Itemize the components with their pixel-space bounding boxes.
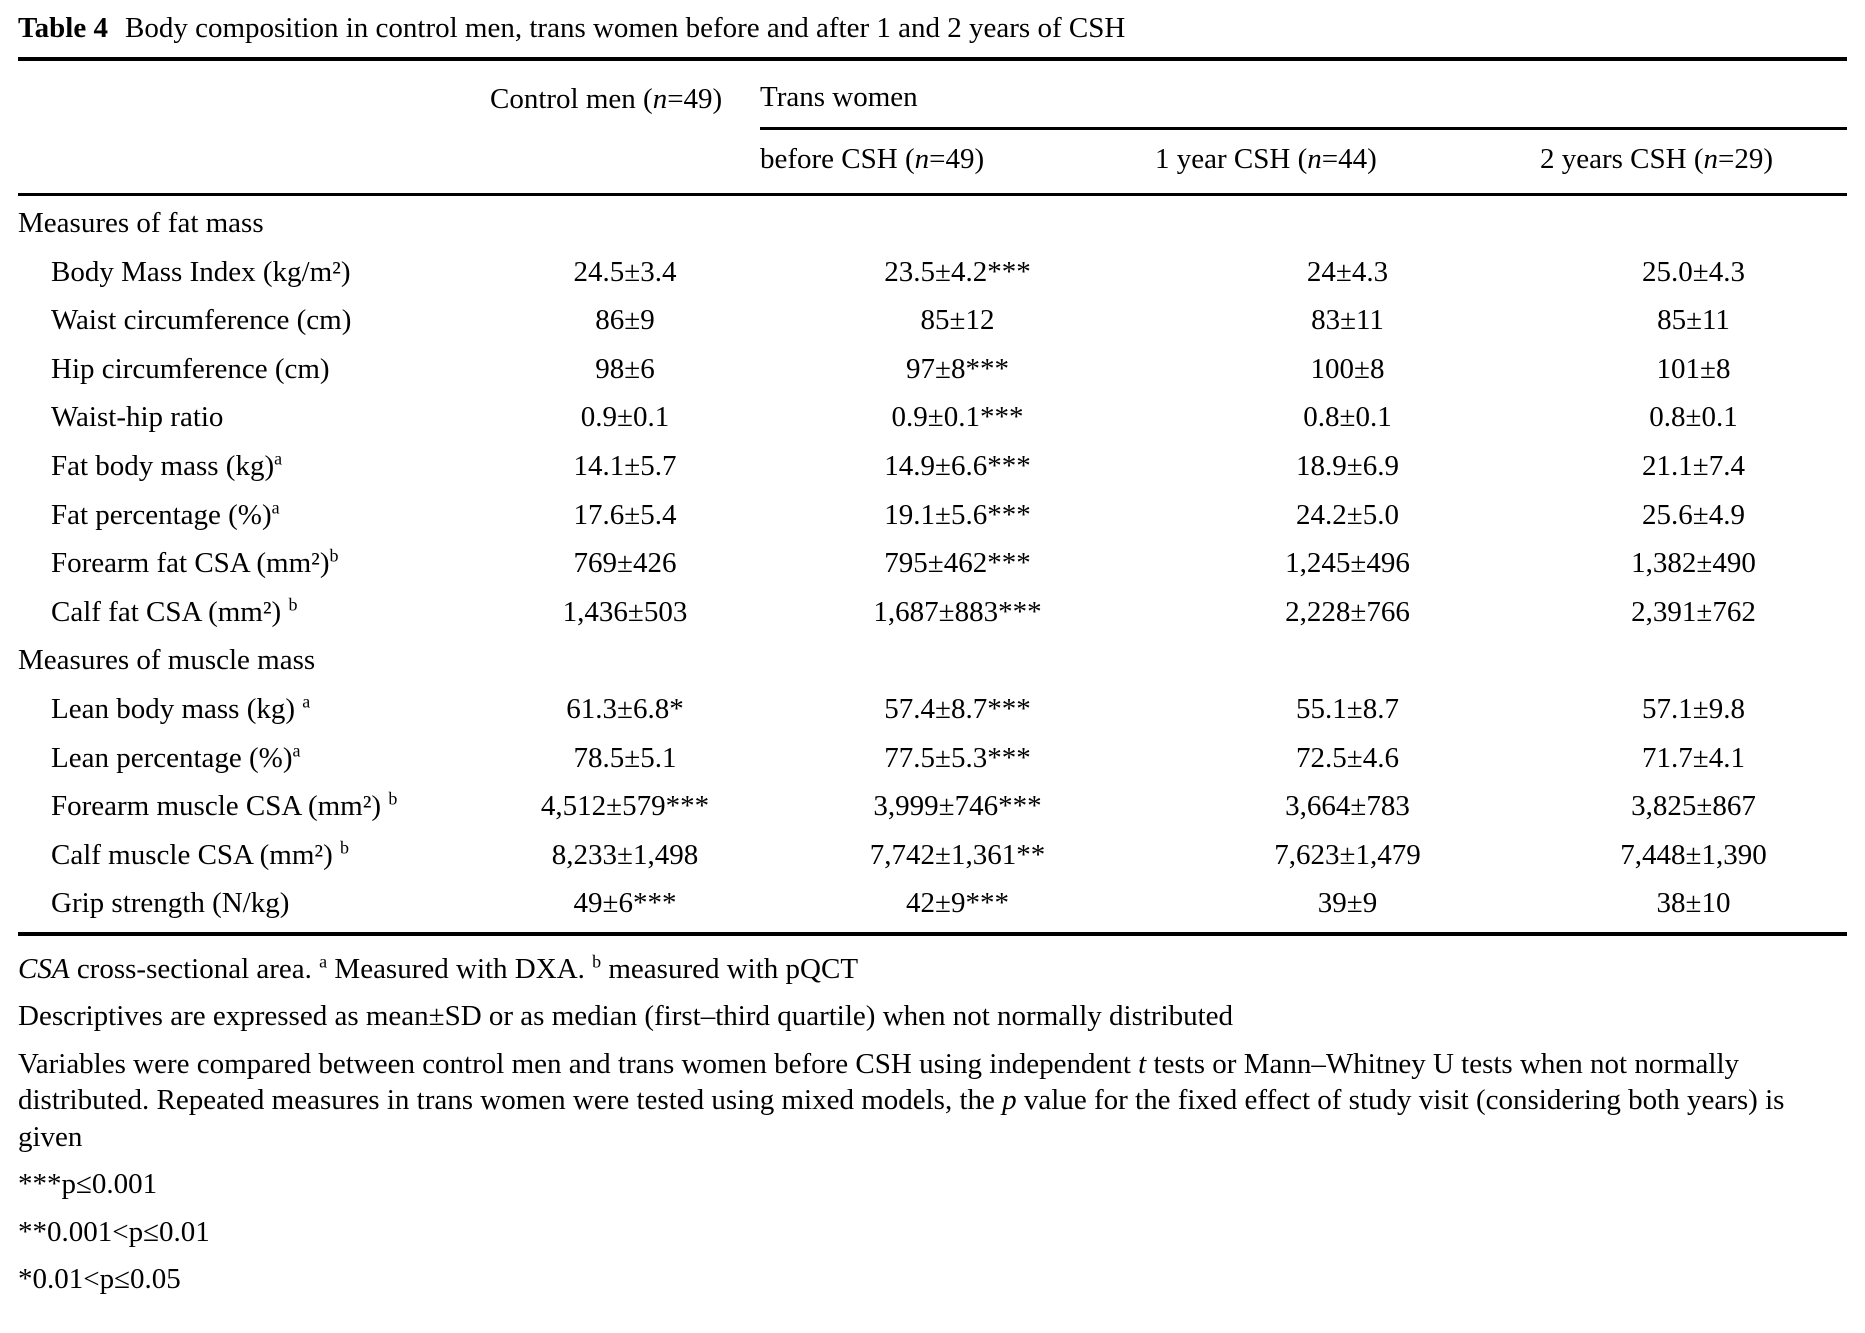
cell-control: 61.3±6.8* [566,692,684,725]
cell-control: 86±9 [595,304,655,337]
table-title: Body composition in control men, trans women before and after 1 and 2 years of CSH [125,12,1126,44]
row-label: Forearm fat CSA $(mm^2)^b$ [51,545,339,580]
cell-year2: 2,391±762 [1631,595,1756,628]
cell-year2: 101±8 [1656,352,1731,385]
cell-before: 7,742±1,361** [869,838,1046,871]
table-header [18,59,1847,195]
table-row [18,393,1847,442]
table-row [18,491,1847,540]
table-row [18,831,1847,880]
footnotes [18,951,1847,1298]
cell-year2: 1,382±490 [1631,547,1756,580]
table-row [18,734,1847,783]
cell-before: 3,999±746*** [873,790,1042,823]
footnote-significance-3: ***p≤0.001 [18,1168,158,1201]
cell-control: 14.1±5.7 [573,449,677,482]
cell-before [760,636,1155,685]
header-row-subcolumns [18,129,1847,195]
cell-control: 78.5±5.1 [573,741,677,774]
header-empty-cell [18,129,490,195]
row-label: Body Mass Index (kg/m²) [51,255,351,288]
cell-control: 1,436±503 [562,595,688,628]
cell-before: 14.9±6.6*** [884,449,1031,482]
cell-before: 57.4±8.7*** [884,692,1031,725]
cell-year2 [1540,636,1847,685]
footnote-methods: Variables were compared between control men and trans women before CSH using independent t tests or Mann–Whitney U tests when not normally distributed. Repeated measures in trans women were tested using mixed models, the p value for the fixed effect of study visit (considering both years) is given [18,1047,1785,1153]
table-row [18,296,1847,345]
footnote-significance-1: *0.01<p≤0.05 [18,1263,181,1296]
row-label: Grip strength (N/kg) [51,887,290,920]
cell-control: 49±6*** [573,887,677,920]
cell-year2: 7,448±1,390 [1620,838,1767,871]
cell-year2: 57.1±9.8 [1642,692,1745,725]
cell-year2: 25.6±4.9 [1642,498,1745,531]
section-row [18,195,1847,248]
cell-year2: 85±11 [1657,304,1730,337]
cell-control: 769±426 [573,547,677,580]
cell-year2: 21.1±7.4 [1642,449,1745,482]
row-label: Lean percentage (%)$^a$ [51,739,301,774]
cell-before: 1,687±883*** [873,595,1042,628]
row-label: Waist circumference (cm) [51,304,352,337]
cell-year1: 3,664±783 [1285,790,1410,823]
header-row-groups [18,59,1847,129]
footnote-significance-2: **0.001<p≤0.01 [18,1215,210,1248]
cell-before [760,195,1155,248]
cell-year2 [1540,195,1847,248]
cell-year1: 0.8±0.1 [1303,401,1392,434]
header-empty-cell [18,59,490,129]
row-label: Measures of fat mass [18,207,264,239]
cell-year1: 18.9±6.9 [1296,449,1399,482]
cell-year1 [1155,195,1540,248]
cell-control [490,636,760,685]
cell-year1: 100±8 [1310,352,1385,385]
cell-year2: 25.0±4.3 [1642,255,1745,288]
cell-before: 23.5±4.2*** [884,255,1031,288]
cell-year1 [1155,636,1540,685]
cell-control: 0.9±0.1 [580,401,670,434]
cell-control: 17.6±5.4 [573,498,677,531]
table-caption [18,8,1847,48]
footnote-abbreviations: CSA cross-sectional area. $^a$ Measured with DXA. $^b$ measured with pQCT [18,951,859,985]
cell-before: 42±9*** [906,887,1009,920]
row-label: Fat percentage (%)$^a$ [51,496,280,531]
body-composition-table [18,57,1847,936]
row-label: Fat body mass (kg)$^a$ [51,448,283,482]
header-control-men: Control men (n=49) [490,82,723,115]
header-before-csh: before CSH (n=49) [760,129,1155,195]
cell-year2: 38±10 [1656,887,1731,920]
cell-before: 19.1±5.6*** [884,498,1031,531]
cell-before: 77.5±5.3*** [884,741,1031,774]
cell-year1: 2,228±766 [1285,595,1410,628]
cell-control: 24.5±3.4 [573,255,677,288]
footnote-descriptives: Descriptives are expressed as mean±SD or as median (first–third quartile) when not normally distributed [18,1000,1234,1033]
table-row [18,685,1847,734]
table-body [18,195,1847,934]
cell-year1: 24.2±5.0 [1296,498,1399,531]
row-label: Hip circumference (cm) [51,352,330,385]
row-label: Measures of muscle mass [18,644,316,677]
cell-before: 0.9±0.1*** [891,401,1024,434]
table-row [18,782,1847,831]
row-label: Calf fat CSA (mm²) $^b$ [51,594,298,628]
header-2-years-csh: 2 years CSH (n=29) [1540,129,1847,195]
row-label: Lean body mass (kg) $^a$ [51,691,311,725]
cell-year1: 72.5±4.6 [1296,741,1399,774]
table-row [18,248,1847,297]
cell-control: 98±6 [595,352,655,385]
cell-control: 8,233±1,498 [551,838,699,871]
section-row [18,636,1847,685]
table-row [18,345,1847,394]
cell-year1: 7,623±1,479 [1274,838,1421,871]
cell-year2: 3,825±867 [1631,790,1756,823]
row-label: Forearm muscle CSA (mm²) $^b$ [51,788,398,823]
cell-year1: 39±9 [1317,887,1378,920]
table-row [18,588,1847,637]
table-row [18,442,1847,491]
cell-year2: 0.8±0.1 [1649,401,1738,434]
header-empty-cell [490,129,760,195]
table-row [18,539,1847,588]
cell-control: 4,512±579*** [540,790,710,823]
cell-year1: 83±11 [1311,304,1384,337]
header-1-year-csh: 1 year CSH (n=44) [1155,129,1540,195]
row-label: Waist-hip ratio [51,401,224,434]
cell-year2: 71.7±4.1 [1642,741,1745,774]
cell-year1: 24±4.3 [1306,255,1389,288]
table-row [18,879,1847,934]
table-number: Table 4 [18,12,108,44]
cell-control [490,195,760,248]
cell-year1: 55.1±8.7 [1296,692,1399,725]
row-label: Calf muscle CSA (mm²) $^b$ [51,837,349,871]
header-trans-women-group: Trans women [760,59,1847,129]
cell-year1: 1,245±496 [1285,547,1410,580]
cell-before: 85±12 [920,304,995,337]
cell-before: 795±462*** [884,547,1031,580]
cell-before: 97±8*** [906,352,1009,385]
